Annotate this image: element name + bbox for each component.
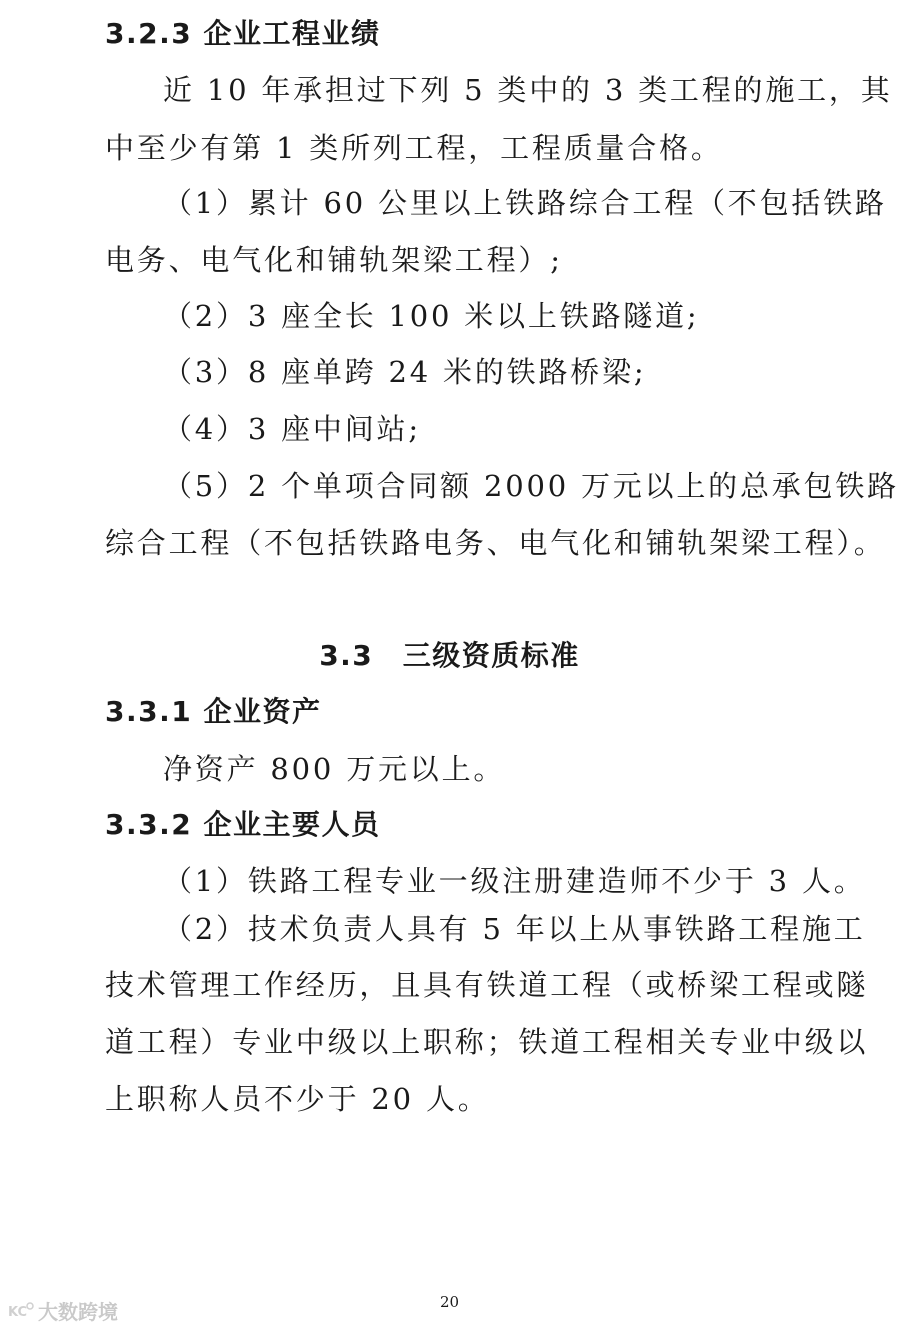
list-item-4: （4）3 座中间站; bbox=[163, 412, 421, 446]
list-item-5-line: 综合工程（不包括铁路电务、电气化和铺轨架梁工程）。 bbox=[105, 526, 886, 560]
page-number: 20 bbox=[439, 1293, 460, 1311]
list-item-1-line: （1）累计 60 公里以上铁路综合工程（不包括铁路 bbox=[163, 186, 887, 220]
list-item-2: （2）3 座全长 100 米以上铁路隧道; bbox=[163, 299, 700, 333]
section-heading-3-3: 3.3 三级资质标准 bbox=[319, 639, 580, 672]
list-item-1-line: 电务、电气化和铺轨架梁工程）; bbox=[105, 243, 563, 277]
svg-text:KC: KC bbox=[8, 1304, 28, 1320]
section-heading-3-3-2: 3.3.2 企业主要人员 bbox=[105, 808, 381, 841]
kc-logo-icon bbox=[8, 1300, 34, 1322]
list-item-2-line: 道工程）专业中级以上职称；铁道工程相关专业中级以 bbox=[105, 1025, 869, 1059]
section-heading-3-3-1: 3.3.1 企业资产 bbox=[105, 695, 322, 728]
list-item-2-line: 上职称人员不少于 20 人。 bbox=[105, 1082, 490, 1116]
list-item-2-line: 技术管理工作经历，且具有铁道工程（或桥梁工程或隧 bbox=[105, 968, 869, 1002]
paragraph-line: 净资产 800 万元以上。 bbox=[163, 752, 506, 786]
list-item-2-line: （2）技术负责人具有 5 年以上从事铁路工程施工 bbox=[163, 912, 866, 946]
section-heading-3-2-3: 3.2.3 企业工程业绩 bbox=[105, 17, 381, 50]
watermark bbox=[8, 1296, 118, 1325]
paragraph-line: 近 10 年承担过下列 5 类中的 3 类工程的施工，其 bbox=[163, 73, 893, 107]
list-item-3: （3）8 座单跨 24 米的铁路桥梁; bbox=[163, 355, 647, 389]
watermark-text: 大数跨境 bbox=[38, 1300, 118, 1324]
list-item-1: （1）铁路工程专业一级注册建造师不少于 3 人。 bbox=[163, 864, 866, 898]
paragraph-line: 中至少有第 1 类所列工程，工程质量合格。 bbox=[105, 131, 723, 165]
list-item-5-line: （5）2 个单项合同额 2000 万元以上的总承包铁路 bbox=[163, 469, 899, 503]
